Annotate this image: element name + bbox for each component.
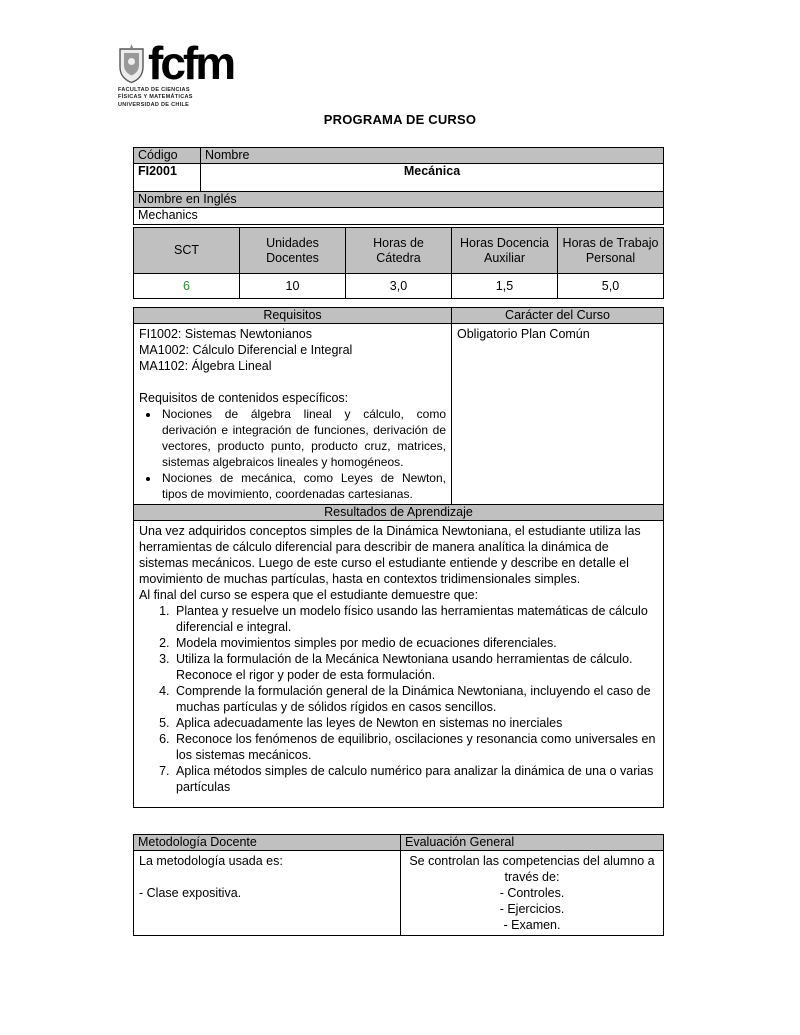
- list-item: - Examen.: [503, 918, 561, 932]
- requisitos-header: Requisitos: [134, 308, 452, 324]
- nombre-ingles-header: Nombre en Inglés: [134, 192, 664, 208]
- table-row: [134, 208, 664, 225]
- resultados-intro: Una vez adquiridos conceptos simples de la Dinámica Newtoniana, el estudiante utiliza las herramientas de cálculo diferencial para describir de manera analítica la dinámica de sistemas mecánicos. Luego de este curso el estudiante entiende y describe en detalle el movimiento de muchas partículas, hasta en contextos tridimensionales simples.: [139, 524, 641, 586]
- table-row: [134, 192, 664, 208]
- requisitos-content: [134, 324, 452, 505]
- resultados-content: [134, 521, 664, 808]
- list-item: 1. Plantea y resuelve un modelo físico usando las herramientas matemáticas de cálculo diferencial e integral.: [173, 603, 658, 635]
- table-row: [134, 851, 664, 936]
- list-item: 3. Utiliza la formulación de la Mecánica Newtoniana usando herramientas de cálculo. Reconoce el rigor y poder de esta formulación.: [173, 651, 658, 683]
- horas-catedra-header: Horas de Cátedra: [346, 228, 452, 274]
- metodologia-line: - Clase expositiva.: [139, 886, 242, 900]
- requisito-course: MA1002: Cálculo Diferencial e Integral: [139, 343, 353, 357]
- table-row: [134, 274, 664, 299]
- sct-header: SCT: [134, 228, 240, 274]
- list-item: 6. Reconoce los fenómenos de equilibrio, oscilaciones y resonancia como universales en los sistemas mecánicos.: [173, 731, 658, 763]
- horas-catedra-value: 3,0: [346, 274, 452, 299]
- list-item: 7. Aplica métodos simples de calculo numérico para analizar la dinámica de una o varias partículas: [173, 763, 658, 795]
- hours-table: [133, 227, 664, 299]
- course-id-table: [133, 147, 664, 225]
- logo-caption-line: UNIVERSIDAD DE CHILE: [118, 101, 190, 108]
- caracter-curso-value: Obligatorio Plan Común: [452, 324, 664, 505]
- horas-trabajo-personal-value: 5,0: [558, 274, 664, 299]
- table-row: [134, 308, 664, 324]
- university-crest-icon: [118, 44, 145, 84]
- nombre-value: Mecánica: [201, 164, 664, 192]
- resultados-lead: Al final del curso se espera que el estudiante demuestre que:: [139, 588, 479, 602]
- horas-docencia-auxiliar-value: 1,5: [452, 274, 558, 299]
- table-row: [134, 505, 664, 521]
- requisitos-table: [133, 307, 664, 808]
- logo-caption-line: FÍSICAS Y MATEMÁTICAS: [118, 94, 193, 101]
- list-item: - Ejercicios.: [499, 902, 565, 916]
- table-row: [134, 148, 664, 164]
- evaluacion-intro: Se controlan las competencias del alumno a través de:: [409, 854, 655, 884]
- page-title: PROGRAMA DE CURSO: [323, 112, 477, 127]
- table-row: [134, 324, 664, 505]
- nombre-ingles-value: Mechanics: [134, 208, 664, 225]
- list-item: 2. Modela movimientos simples por medio de ecuaciones diferenciales.: [173, 635, 658, 651]
- evaluacion-content: [401, 851, 664, 936]
- requisito-course: FI1002: Sistemas Newtonianos: [139, 327, 313, 341]
- table-row: [134, 228, 664, 274]
- metodologia-evaluacion-table: [133, 834, 664, 936]
- list-item: - Controles.: [499, 886, 565, 900]
- fcfm-logo: [118, 37, 234, 109]
- codigo-value: FI2001: [134, 164, 201, 192]
- requisitos-bullet-list: [139, 406, 446, 502]
- horas-docencia-auxiliar-header: Horas Docencia Auxiliar: [452, 228, 558, 274]
- evaluacion-general-header: Evaluación General: [401, 835, 664, 851]
- requisitos-especificos-label: Requisitos de contenidos específicos:: [139, 391, 349, 405]
- requisitos-course-list: [139, 326, 446, 374]
- table-row: [134, 521, 664, 808]
- list-item: 4. Comprende la formulación general de la Dinámica Newtoniana, incluyendo el caso de muchas partículas y de sólidos rígidos en casos sencillos.: [173, 683, 658, 715]
- caracter-curso-header: Carácter del Curso: [452, 308, 664, 324]
- resultados-aprendizaje-header: Resultados de Aprendizaje: [134, 505, 664, 521]
- nombre-header: Nombre: [201, 148, 664, 164]
- list-item: • Nociones de mecánica, como Leyes de Newton, tipos de movimiento, coordenadas cartesianas.: [160, 470, 446, 502]
- metodologia-line: La metodología usada es:: [139, 854, 283, 868]
- list-item: • Nociones de álgebra lineal y cálculo, como derivación e integración de funciones, derivación de vectores, producto punto, producto cruz, matrices, sistemas algebraicos lineales y homogéneos.: [160, 406, 446, 470]
- logo-caption: [118, 87, 233, 108]
- requisito-course: MA1102: Álgebra Lineal: [139, 359, 272, 373]
- codigo-header: Código: [134, 148, 201, 164]
- list-item: 5. Aplica adecuadamente las leyes de Newton en sistemas no inerciales: [173, 715, 658, 731]
- document-body: [133, 147, 664, 936]
- resultados-list: [139, 603, 658, 795]
- fcfm-wordmark: fcfm: [148, 37, 234, 89]
- table-row: [134, 164, 664, 192]
- sct-value: 6: [134, 274, 240, 299]
- unidades-docentes-value: 10: [240, 274, 346, 299]
- table-row: [134, 835, 664, 851]
- metodologia-docente-header: Metodología Docente: [134, 835, 401, 851]
- metodologia-content: [134, 851, 401, 936]
- logo-caption-line: FACULTAD DE CIENCIAS: [118, 87, 190, 94]
- horas-trabajo-personal-header: Horas de Trabajo Personal: [558, 228, 664, 274]
- unidades-docentes-header: Unidades Docentes: [240, 228, 346, 274]
